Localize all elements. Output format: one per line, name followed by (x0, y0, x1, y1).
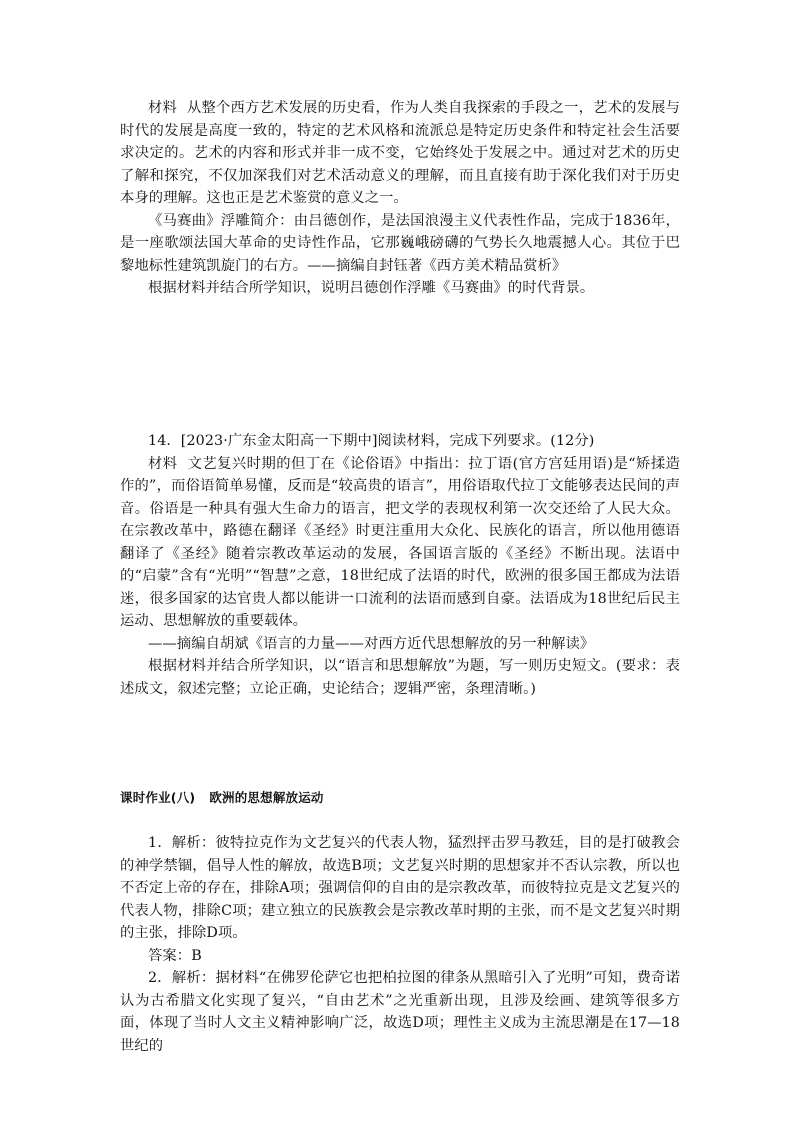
answer-1-explanation: 1．解析：彼特拉克作为文艺复兴的代表人物，猛烈抨击罗马教廷，目的是打破教会的神学禁锢，倡导人性的解放，故选B项；文艺复兴时期的思想家并不否认宗教，所以也不否定上帝的存在，排除A项；强调信仰的自由的是宗教改革，而彼特拉克是文艺复兴的代表人物，排除C项；建立独立的民族教会是宗教改革时期的主张，而不是文艺复兴时期的主张，排除D项。 (120, 835, 680, 941)
question-14-header: 14．[2023·广东金太阳高一下期中]阅读材料，完成下列要求。(12分) (148, 433, 595, 449)
material-paragraph (120, 97, 680, 210)
material-source: ——摘编自胡斌《语言的力量——对西方近代思想解放的另一种解读》 (148, 635, 595, 652)
section-heading-number: 课时作业(八) (120, 790, 196, 805)
answer-1-key: 答案：B (148, 947, 202, 964)
question-prompt: 根据材料并结合所学知识，说明吕德创作浮雕《马赛曲》的时代背景。 (148, 280, 595, 296)
material-label-2: 材料 (148, 455, 178, 472)
material-label: 材料 (148, 100, 178, 116)
answer-2-explanation: 2．解析：据材料“在佛罗伦萨它也把柏拉图的律条从黑暗引入了光明”可知，费奇诺认为古希腊文化实现了复兴，“自由艺术”之光重新出现，且涉及绘画、建筑等很多方面，体现了当时人文主义精神影响广泛，故选D项；理性主义成为主流思潮是在17—18世纪的 (120, 970, 680, 1054)
material-paragraph-2 (120, 453, 680, 633)
material-block-1 (120, 97, 680, 300)
question-14-block (120, 430, 680, 700)
section-heading-title: 欧洲的思想解放运动 (209, 790, 324, 805)
material-text: 从整个西方艺术发展的历史看，作为人类自我探索的手段之一，艺术的发展与时代的发展是高度一致的，特定的艺术风格和流派总是特定历史条件和特定社会生活要求决定的。艺术的内容和形式并非一成不变，它始终处于发展之中。通过对艺术的历史了解和探究，不仅加深我们对艺术活动意义的理解，而且直接有助于深化我们对于历史本身的理解。这也正是艺术鉴赏的意义之一。 (120, 100, 680, 206)
sculpture-intro-paragraph: 《马赛曲》浮雕简介：由吕德创作，是法国浪漫主义代表性作品，完成于1836年，是一座歌颂法国大革命的史诗性作品，它那巍峨磅礴的气势长久地震撼人心。其位于巴黎地标性建筑凯旋门的右方。——摘编自封钰著《西方美术精品赏析》 (120, 212, 680, 274)
section-heading (120, 788, 324, 806)
question-14-prompt: 根据材料并结合所学知识，以“语言和思想解放”为题，写一则历史短文。(要求：表述成文，叙述完整；立论正确，史论结合；逻辑严密，条理清晰。) (120, 658, 680, 697)
material-text-2: 文艺复兴时期的但丁在《论俗语》中指出：拉丁语(官方宫廷用语)是“矫揉造作的”，而俗语简单易懂，反而是“较高贵的语言”，用俗语取代拉丁文能够表达民间的声音。俗语是一种具有强大生命力的语言，把文学的表现权利第一次交还给了人民大众。在宗教改革中，路德在翻译《圣经》时更注重用大众化、民族化的语言，所以他用德语翻译了《圣经》随着宗教改革运动的发展，各国语言版的《圣经》不断出现。法语中的“启蒙”含有“光明”“智慧”之意，18世纪成了法语的时代，欧洲的很多国王都成为法语迷，很多国家的达官贵人都以能讲一口流利的法语而感到自豪。法语成为18世纪后民主运动、思想解放的重要载体。 (120, 455, 680, 629)
answers-block (120, 832, 680, 1057)
